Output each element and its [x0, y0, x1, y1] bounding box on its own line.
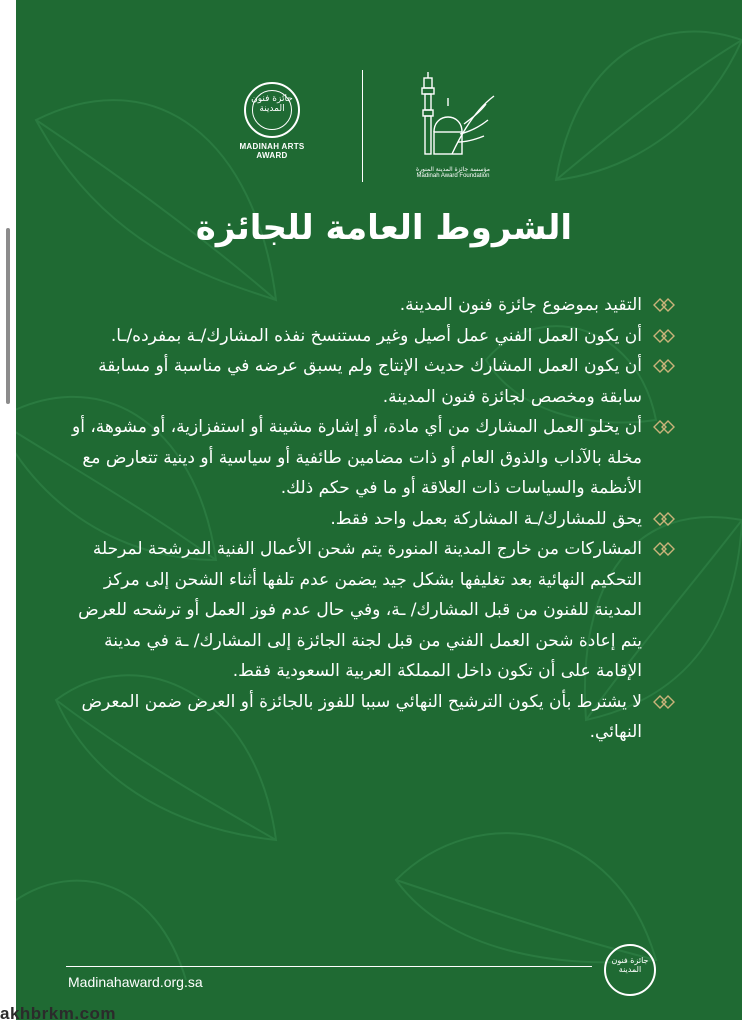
- diamond-bullet-icon: [652, 510, 676, 528]
- term-text: لا يشترط بأن يكون الترشيح النهائي سببا للفوز بالجائزة أو العرض ضمن المعرض النهائي.: [81, 691, 642, 742]
- diamond-bullet-icon: [652, 327, 676, 345]
- list-item: [66, 321, 676, 352]
- term-text: يحق للمشارك/ـة المشاركة بعمل واحد فقط.: [330, 508, 642, 529]
- terms-list: [66, 290, 676, 748]
- footer-seal-text: جائزة فنون المدينة: [611, 956, 649, 974]
- madinah-arts-award-logo: [238, 82, 306, 160]
- diamond-bullet-icon: [652, 296, 676, 314]
- site-watermark: akhbrkm.com: [0, 1004, 117, 1023]
- arts-award-seal-text: جائزة فنون المدينة: [251, 94, 293, 114]
- term-text: أن يكون العمل المشارك حديث الإنتاج ولم يسبق عرضه في مناسبة أو مسابقة سابقة ومخصص لجائزة فنون المدينة.: [98, 356, 642, 407]
- header-logos: [16, 60, 742, 190]
- scrollbar-thumb[interactable]: [6, 228, 10, 404]
- diamond-bullet-icon: [652, 540, 676, 558]
- list-item: [66, 534, 676, 687]
- foundation-english-name: Madinah Award Foundation: [416, 173, 490, 179]
- footer-divider: [66, 966, 592, 967]
- term-text: المشاركات من خارج المدينة المنورة يتم شحن الأعمال الفنية المرشحة لمرحلة التحكيم النهائية بعد تغليفها بشكل جيد يضمن عدم تلفها أثناء الشحن إلى مركز المدينة للفنون من قبل المشارك/ ـة، وفي حال عدم فوز العمل أو ترشحه للعرض يتم إعادة شحن العمل الفني من قبل لجنة الجائزة إلى المشارك/ ـة في مدينة الإقامة على أن تكون داخل المملكة العربية السعودية فقط.: [78, 539, 642, 681]
- footer-website-link[interactable]: Madinahaward.org.sa: [68, 974, 203, 990]
- foundation-arabic-name: مؤسسة جائزة المدينة المنورة: [415, 166, 491, 173]
- mosque-palm-icon: [408, 68, 498, 160]
- page-title: الشروط العامة للجائزة: [195, 208, 572, 248]
- scrollbar-track[interactable]: [2, 0, 12, 1024]
- list-item: [66, 504, 676, 535]
- list-item: [66, 412, 676, 504]
- terms-poster: [16, 0, 742, 1020]
- list-item: [66, 687, 676, 748]
- diamond-bullet-icon: [652, 357, 676, 375]
- madinah-award-foundation-logo: [408, 68, 498, 180]
- term-text: أن يخلو العمل المشارك من أي مادة، أو إشارة مشينة أو استفزازية، أو مشوهة، أو مخلة بالآداب والذوق العام أو ذات مضامين طائفية أو سياسية أو دينية تتعارض مع الأنظمة والسياسات ذات العلاقة أو ما في حكم ذلك.: [71, 417, 642, 498]
- list-item: [66, 290, 676, 321]
- arts-award-label: MADINAH ARTS AWARD: [239, 142, 305, 160]
- list-item: [66, 351, 676, 412]
- term-text: التقيد بموضوع جائزة فنون المدينة.: [399, 295, 642, 315]
- diamond-bullet-icon: [652, 693, 676, 711]
- term-text: أن يكون العمل الفني عمل أصيل وغير مستنسخ نفذه المشارك/ـة بمفرده/ـا.: [110, 325, 642, 346]
- footer-seal-icon: [604, 944, 656, 996]
- arts-award-seal-icon: [244, 82, 300, 138]
- diamond-bullet-icon: [652, 418, 676, 436]
- header-divider: [362, 70, 363, 182]
